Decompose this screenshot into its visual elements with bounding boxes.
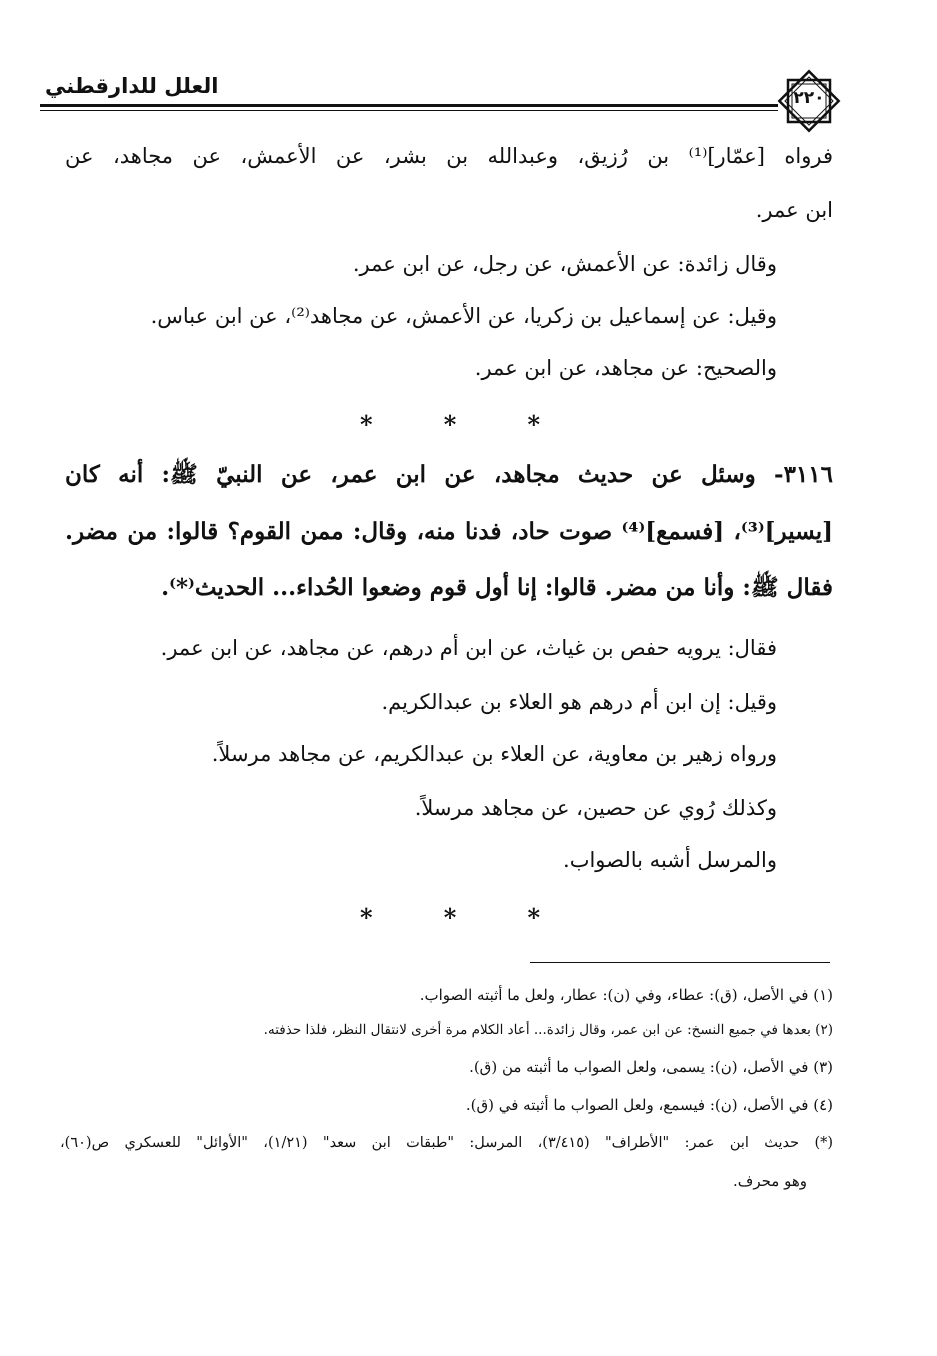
footnote-rule (530, 962, 830, 963)
page-number-badge (776, 68, 842, 134)
footnote: (٢) بعدها في جميع النسخ: عن ابن عمر، وقال زائدة... أعاد الكلام مرة أخرى لانتقال النظر، فلذا حذفته. (263, 1022, 833, 1038)
entry-line: فقال ﷺ: وأنا من مضر. قالوا: إنا أول قوم وضعوا الحُداء... الحديث⁽*⁾. (161, 574, 833, 601)
body-line: وقال زائدة: عن الأعمش، عن رجل، عن ابن عمر. (352, 252, 777, 276)
entry-line: [يسير]⁽³⁾، [فسمع]⁽⁴⁾ صوت حاد، فدنا منه، وقال: ممن القوم؟ قالوا: من مضر. (65, 518, 833, 545)
separator-star: * (443, 410, 457, 439)
footnote: (١) في الأصل، (ق): عطاء، وفي (ن): عطار، ولعل ما أثبته الصواب. (419, 986, 833, 1004)
footnote: وهو محرف. (733, 1172, 807, 1190)
footnote: (*) حديث ابن عمر: "الأطراف" (٣/٤١٥)، المرسل: "طبقات ابن سعد" (١/٢١)، "الأوائل" للعسكري ص(٦٠)، (60, 1135, 834, 1151)
header-rule (40, 104, 778, 107)
separator-star: * (360, 903, 373, 932)
body-line: فقال: يرويه حفص بن غياث، عن ابن أم درهم، عن مجاهد، عن ابن عمر. (160, 636, 777, 660)
footnote: (٣) في الأصل، (ن): يسمى، ولعل الصواب ما أثبته من (ق). (469, 1058, 833, 1076)
separator-star: * (443, 903, 457, 932)
body-line: ورواه زهير بن معاوية، عن العلاء بن عبدالكريم، عن مجاهد مرسلاً. (211, 742, 777, 766)
section-separator (360, 903, 540, 932)
running-title: العلل للدارقطني (45, 74, 219, 98)
footnote: (٤) في الأصل، (ن): فيسمع، ولعل الصواب ما أثبته في (ق). (465, 1096, 833, 1114)
header-rule-thin (40, 110, 778, 111)
body-line: ابن عمر. (755, 198, 833, 222)
body-line: فرواه [عمّار]⁽¹⁾ بن رُزيق، وعبدالله بن بشر، عن الأعمش، عن مجاهد، عن (65, 144, 833, 168)
body-line: والمرسل أشبه بالصواب. (563, 848, 777, 872)
body-line: وقيل: عن إسماعيل بن زكريا، عن الأعمش، عن مجاهد⁽²⁾، عن ابن عباس. (150, 304, 777, 328)
body-line: وكذلك رُوي عن حصين، عن مجاهد مرسلاً. (414, 796, 777, 820)
entry-line: ٣١١٦- وسئل عن حديث مجاهد، عن ابن عمر، عن النبيّ ﷺ: أنه كان (65, 461, 833, 488)
page-number: ٢٢٠ (793, 88, 825, 108)
separator-star: * (527, 903, 540, 932)
body-line: وقيل: إن ابن أم درهم هو العلاء بن عبدالكريم. (381, 690, 777, 714)
separator-star: * (360, 410, 373, 439)
section-separator (360, 410, 540, 439)
body-line: والصحيح: عن مجاهد، عن ابن عمر. (474, 356, 777, 380)
separator-star: * (527, 410, 540, 439)
